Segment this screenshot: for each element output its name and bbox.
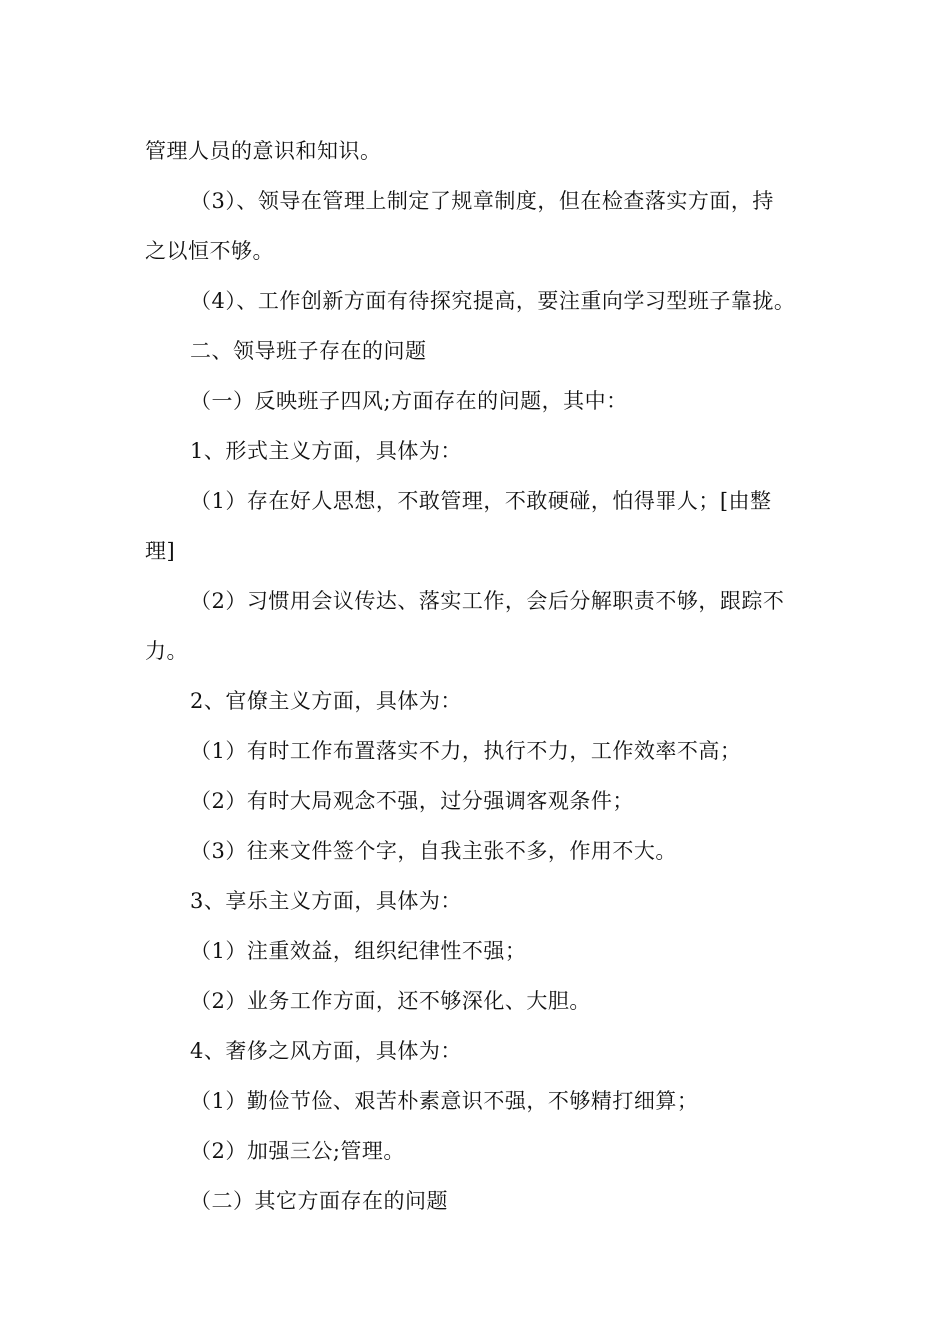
text-line: 4、奢侈之风方面，具体为： bbox=[190, 1039, 462, 1063]
text-line: （2）习惯用会议传达、落实工作，会后分解职责不够，跟踪不 bbox=[190, 589, 785, 613]
text-line: （2）有时大局观念不强，过分强调客观条件； bbox=[190, 789, 634, 813]
text-line: （1）注重效益，组织纪律性不强； bbox=[190, 939, 527, 963]
text-line: （4）、工作创新方面有待探究提高，要注重向学习型班子靠拢。 bbox=[190, 289, 796, 313]
text-line: （3）往来文件签个字，自我主张不多，作用不大。 bbox=[190, 839, 677, 863]
subsection-heading: （一）反映班子四风;方面存在的问题，其中： bbox=[190, 389, 628, 413]
text-line: 3、享乐主义方面，具体为： bbox=[190, 889, 462, 913]
text-line: 2、官僚主义方面，具体为： bbox=[190, 689, 462, 713]
text-line: 理] bbox=[145, 539, 176, 563]
text-line: 1、形式主义方面，具体为： bbox=[190, 439, 462, 463]
subsection-heading: （二）其它方面存在的问题 bbox=[190, 1189, 448, 1213]
text-line: 管理人员的意识和知识。 bbox=[145, 139, 382, 163]
text-line: （1）有时工作布置落实不力，执行不力，工作效率不高； bbox=[190, 739, 742, 763]
section-heading: 二、领导班子存在的问题 bbox=[190, 339, 427, 363]
text-line: 力。 bbox=[145, 639, 188, 663]
text-line: （1）存在好人思想，不敢管理，不敢硬碰，怕得罪人；[由整 bbox=[190, 489, 772, 513]
text-line: （1）勤俭节俭、艰苦朴素意识不强，不够精打细算； bbox=[190, 1089, 699, 1113]
text-line: （2）加强三公;管理。 bbox=[190, 1139, 405, 1163]
text-line: （2）业务工作方面，还不够深化、大胆。 bbox=[190, 989, 591, 1013]
text-line: （3）、领导在管理上制定了规章制度，但在检查落实方面，持 bbox=[190, 189, 774, 213]
text-line: 之以恒不够。 bbox=[145, 239, 274, 263]
